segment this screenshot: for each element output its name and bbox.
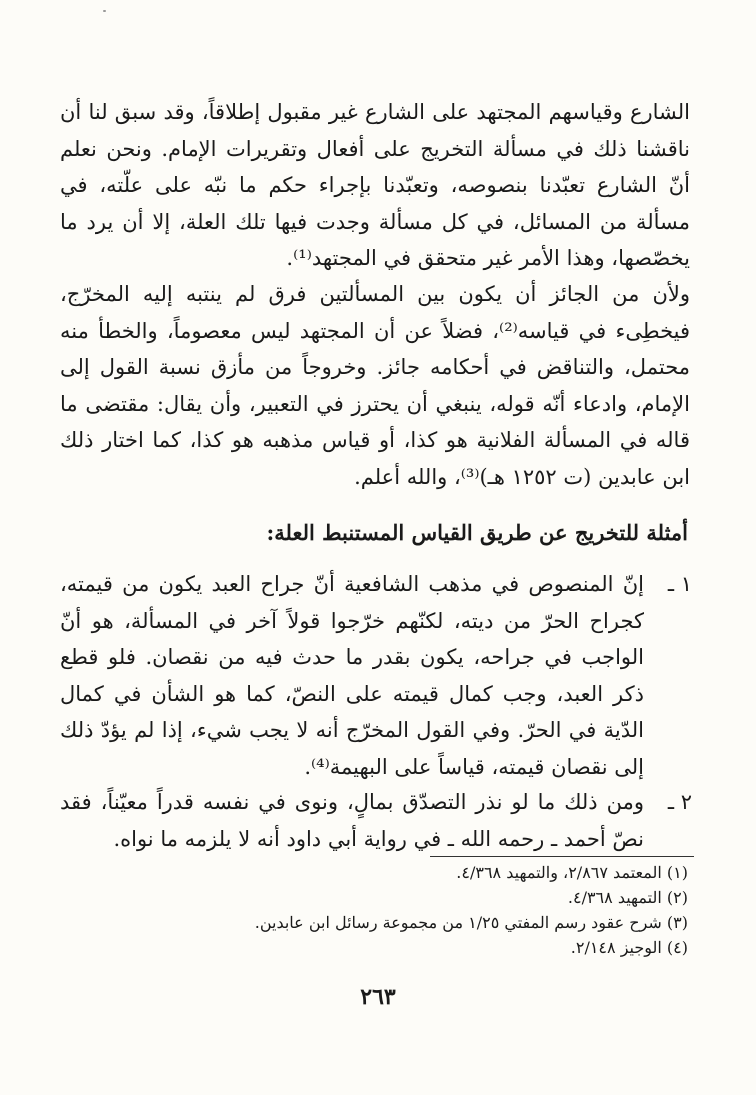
paragraph-1 bbox=[60, 94, 690, 277]
list-item-number: ١ ـ bbox=[667, 572, 692, 596]
list-item-number: ٢ ـ bbox=[667, 790, 692, 814]
footnote: (٤) الوجيز ٢/١٤٨. bbox=[570, 938, 688, 957]
footnote: (٢) التمهيد ٤/٣٦٨. bbox=[567, 888, 688, 907]
footnote-separator bbox=[430, 856, 694, 857]
paragraph-2-text: ولأن من الجائز أن يكون بين المسألتين فرق لم ينتبه إليه المخرّج، فيخطِىء في قياسه⁽²⁾، فضلاً عن أن المجتهد ليس معصوماً، والخطأ منه محتمل، والتناقض في أحكامه جائز. وخروجاً من مأزق نسبة القول إلى الإمام، وادعاء أنّه قوله، ينبغي أن يحترز في التعبير، وأن يقال: مقتضى ما قاله في المسألة الفلانية هو كذا، أو قياس مذهبه هو كذا، كما اختار ذلك ابن عابدين (ت ١٢٥٢ هـ)⁽³⁾، والله أعلم. bbox=[60, 282, 690, 489]
paragraph-1-text: الشارع وقياسهم المجتهد على الشارع غير مقبول إطلاقاً، وقد سبق لنا أن ناقشنا ذلك في مسألة التخريج على أفعال وتقريرات الإمام. ونحن نعلم أنّ الشارع تعبّدنا بنصوصه، وتعبّدنا بإجراء حكم ما نبّه على علّته، في مسألة من المسائل، في كل مسألة وجدت فيها تلك العلة، إلا أن يرد ما يخصّصها، وهذا الأمر غير متحقق في المجتهد⁽¹⁾. bbox=[60, 100, 690, 270]
list-item-text: ومن ذلك ما لو نذر التصدّق بمالٍ، ونوى في نفسه قدراً معيّناً، فقد نصّ أحمد ـ رحمه الله ـ في رواية أبي داود أنه لا يلزمه ما نواه. bbox=[60, 790, 644, 851]
footnote: (٣) شرح عقود رسم المفتي ١/٢٥ من مجموعة رسائل ابن عابدين. bbox=[254, 913, 688, 932]
section-heading: أمثلة للتخريج عن طريق القياس المستنبط العلة: bbox=[266, 520, 688, 545]
list-item bbox=[60, 566, 690, 785]
footnotes-list bbox=[60, 860, 688, 960]
page-number: ٢٦٣ bbox=[360, 984, 396, 1010]
list-item bbox=[60, 784, 690, 857]
paragraph-2 bbox=[60, 276, 690, 495]
footnote: (١) المعتمد ٢/٨٦٧، والتمهيد ٤/٣٦٨. bbox=[456, 863, 688, 882]
scan-speck bbox=[103, 10, 106, 12]
list-item-text: إنّ المنصوص في مذهب الشافعية أنّ جراح العبد يكون من قيمته، كجراح الحرّ من ديته، لكنّهم خرّجوا قولاً آخر في المسألة، هو أنّ الواجب في جراحه، يكون بقدر ما حدث فيه من نقصان. فلو قطع ذكر العبد، وجب كمال قيمته على النصّ، كما هو الشأن في كمال الدّية في الحرّ. وفي القول المخرّج أنه لا يجب شيء، إذا لم يؤدّ ذلك إلى نقصان قيمته، قياساً على البهيمة⁽⁴⁾. bbox=[60, 572, 644, 779]
